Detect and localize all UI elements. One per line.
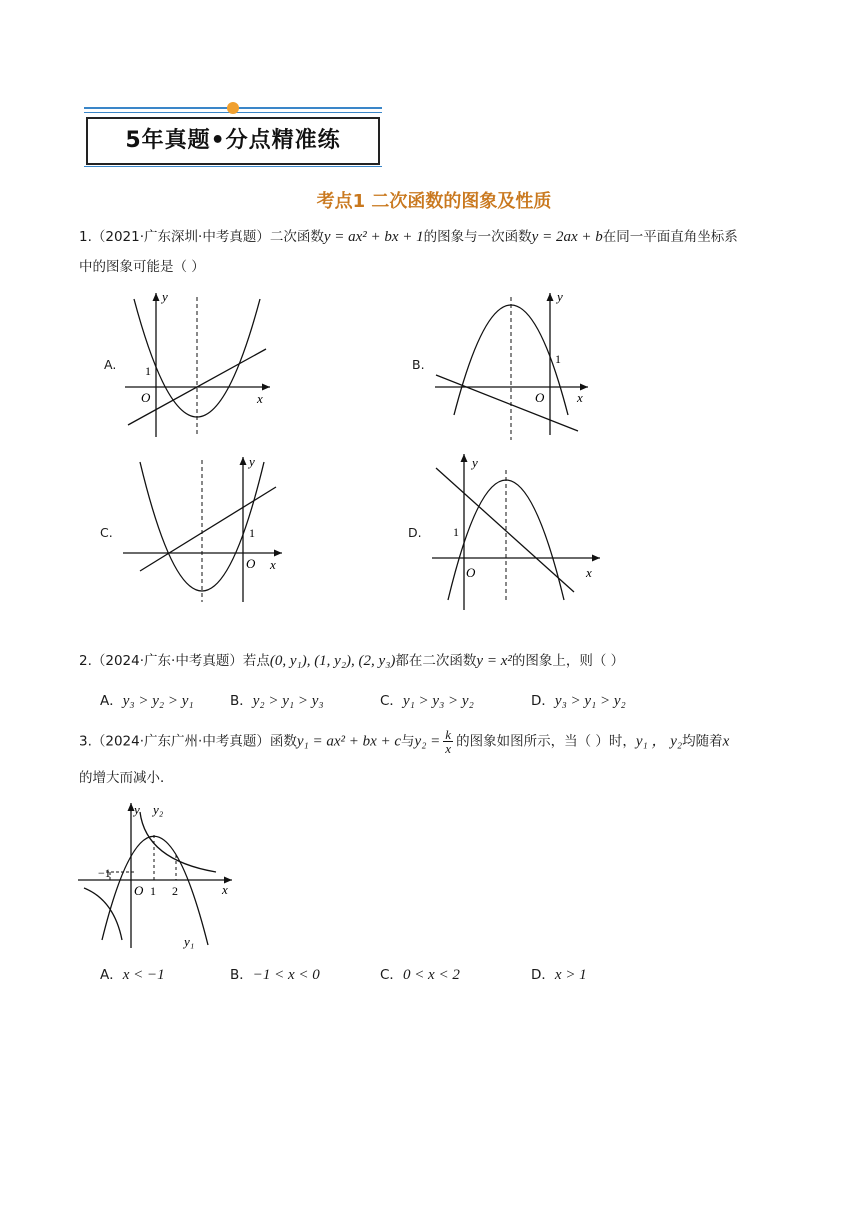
option-value: y₁ > y₃ > y₂: [402, 693, 474, 709]
option-label: C．: [380, 693, 403, 709]
q3-xvar: x: [722, 733, 730, 750]
q2-suffix: 的图象上，则（ ）: [511, 653, 625, 669]
line: [140, 487, 276, 571]
y-label: y: [557, 289, 563, 304]
q1-graph-c: [120, 452, 290, 612]
q3-mid: 与: [401, 733, 415, 750]
option-value: y₂ > y₁ > y₃: [252, 693, 324, 709]
banner-title: 5年真题•分点精准练: [125, 128, 341, 153]
y-label: y: [249, 454, 255, 469]
intercept-label: 1: [145, 364, 151, 378]
tick-two-label: 2: [172, 884, 178, 898]
q3-suffix1: 的图象如图所示，当（ ）时，: [456, 733, 636, 750]
q3-graph: [76, 800, 246, 952]
q3-suffix2: 均随着: [682, 733, 723, 750]
option-label: B．: [230, 693, 253, 709]
q3-fraction-den: x: [445, 741, 452, 756]
x-label: x: [577, 390, 583, 405]
option-value: x < −1: [122, 967, 165, 983]
intercept-label: 1: [453, 525, 459, 539]
section-banner: [84, 107, 382, 167]
y2-label: y₂: [153, 802, 164, 817]
q3-option-c[interactable]: [380, 963, 460, 984]
option-value: −1 < x < 0: [252, 967, 320, 983]
q2-option-a[interactable]: [100, 689, 194, 710]
hyperbola-branch-left: [84, 888, 122, 940]
q2-prefix: 2.（2024·广东·中考真题）若点: [79, 653, 270, 669]
option-label: B．: [230, 967, 253, 983]
y-label: y: [134, 802, 140, 817]
q3-vars: y₁ ， y₂: [635, 733, 683, 750]
q2-option-c[interactable]: [380, 689, 474, 710]
q3-y2: y₂ =: [414, 733, 441, 750]
option-label: D．: [531, 693, 555, 709]
q1-graph-a: [120, 285, 280, 445]
banner-bottom-rule: [84, 166, 382, 167]
intercept-label: 1: [249, 526, 255, 540]
y-label: y: [472, 455, 478, 470]
q3-fraction: [443, 728, 453, 755]
option-label: A．: [100, 693, 123, 709]
option-value: x > 1: [554, 967, 587, 983]
x-axis-arrow-icon: [274, 550, 282, 557]
tick-one-label: 1: [150, 884, 156, 898]
q3-option-b[interactable]: [230, 963, 320, 984]
option-label: D．: [531, 967, 555, 983]
q1-linear: y = 2ax + b: [531, 229, 603, 245]
origin-label: O: [535, 390, 545, 405]
origin-label: O: [134, 883, 144, 898]
q3-option-d[interactable]: [531, 963, 587, 984]
q3-option-a[interactable]: [100, 963, 165, 984]
option-value: 0 < x < 2: [402, 967, 460, 983]
y-axis-arrow-icon: [153, 293, 160, 301]
q2-option-d[interactable]: [531, 689, 626, 710]
q1-graph-d: [428, 450, 608, 615]
q3-fraction-num: k: [445, 727, 452, 742]
y-axis-arrow-icon: [461, 454, 468, 462]
q2-points: (0, y₁), (1, y₂), (2, y₃): [269, 653, 396, 669]
q3-text-line2: 的增大而减小．: [79, 770, 174, 786]
q1-text-line1: [79, 226, 799, 248]
y-label: y: [162, 289, 168, 304]
parabola: [134, 299, 260, 417]
origin-label: O: [141, 390, 151, 405]
q1-option-a-label: A.: [104, 357, 117, 372]
x-axis-arrow-icon: [262, 384, 270, 391]
q1-quadratic: y = ax² + bx + 1: [323, 229, 424, 245]
option-label: A．: [100, 967, 123, 983]
option-value: y₃ > y₁ > y₂: [554, 693, 626, 709]
q1-text-line2: 中的图象可能是（ ）: [79, 259, 205, 275]
q1-graph-b: [430, 285, 595, 445]
q1-prefix: 1.（2021·广东深圳·中考真题）二次函数: [79, 229, 324, 245]
q1-mid: 的图象与一次函数: [423, 229, 532, 245]
x-label: x: [257, 391, 263, 406]
option-value: y₃ > y₂ > y₁: [122, 693, 194, 709]
y-axis-arrow-icon: [547, 293, 554, 301]
q2-text: [79, 650, 624, 672]
q2-option-b[interactable]: [230, 689, 324, 710]
q3-quadratic: y₁ = ax² + bx + c: [296, 733, 402, 750]
q1-option-c-label: C.: [100, 525, 113, 540]
banner-dot-icon: [227, 102, 239, 114]
origin-label: O: [466, 565, 476, 580]
q2-function: y = x²: [476, 653, 512, 669]
option-label: C．: [380, 967, 403, 983]
x-label: x: [270, 557, 276, 572]
origin-label: O: [246, 556, 256, 571]
y-axis-arrow-icon: [240, 457, 247, 465]
q1-suffix: 在同一平面直角坐标系: [602, 229, 738, 245]
hyperbola-branch-right: [140, 812, 216, 872]
x-axis-arrow-icon: [592, 555, 600, 562]
q1-option-b-label: B.: [412, 357, 425, 372]
q3-prefix: 3.（2024·广东广州·中考真题）函数: [79, 733, 297, 750]
minus-one-label: −1: [98, 866, 111, 880]
q1-option-d-label: D.: [408, 525, 422, 540]
intercept-label: 1: [555, 352, 561, 366]
q2-mid: 都在二次函数: [395, 653, 477, 669]
x-label: x: [586, 565, 592, 580]
x-label: x: [222, 882, 228, 897]
q3-text-line1: [79, 728, 729, 755]
y1-label: y₁: [184, 934, 195, 949]
section-title: 考点1 二次函数的图象及性质: [316, 191, 552, 212]
